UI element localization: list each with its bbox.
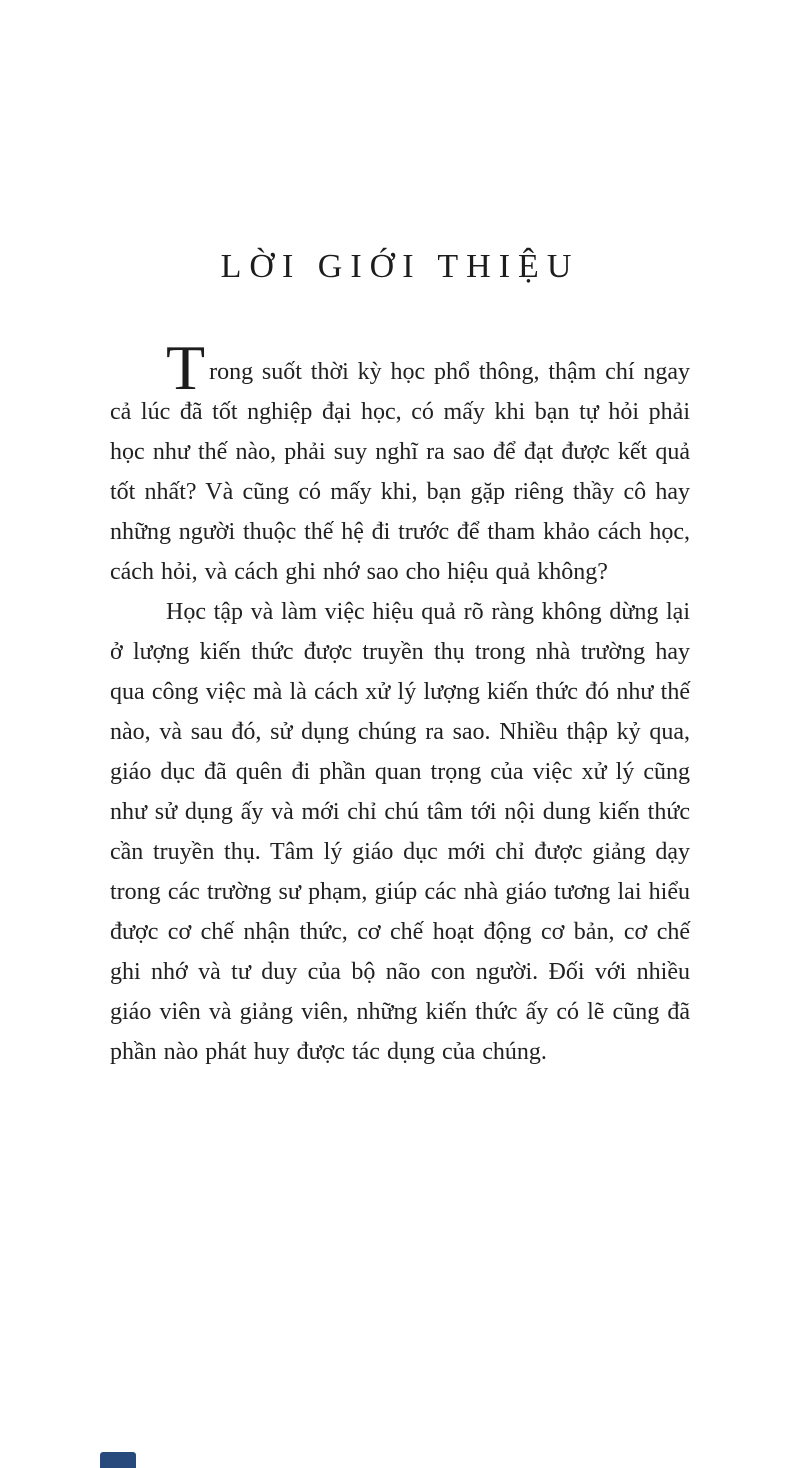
paragraph-2: Học tập và làm việc hiệu quả rõ ràng không dừng lại ở lượng kiến thức được truyền thụ trong nhà trường hay qua công việc mà là cách xử lý lượng kiến thức đó như thế nào, và sau đó, sử dụng chúng ra sao. Nhiều thập kỷ qua, giáo dục đã quên đi phần quan trọng của việc xử lý cũng như sử dụng ấy và mới chỉ chú tâm tới nội dung kiến thức cần truyền thụ. Tâm lý giáo dục mới chỉ được giảng dạy trong các trường sư phạm, giúp các nhà giáo tương lai hiểu được cơ chế nhận thức, cơ chế hoạt động cơ bản, cơ chế ghi nhớ và tư duy của bộ não con người. Đối với nhiều giáo viên và giảng viên, những kiến thức ấy có lẽ cũng đã phần nào phát huy được tác dụng của chúng. (110, 599, 690, 1065)
drop-cap: T (166, 332, 206, 403)
paragraph-1 (110, 332, 690, 592)
paragraph-1-text: rong suốt thời kỳ học phổ thông, thậm chí ngay cả lúc đã tốt nghiệp đại học, có mấy khi bạn tự hỏi phải học như thế nào, phải suy nghĩ ra sao để đạt được kết quả tốt nhất? Và cũng có mấy khi, bạn gặp riêng thầy cô hay những người thuộc thế hệ đi trước để tham khảo cách học, cách hỏi, và cách ghi nhớ sao cho hiệu quả không? (110, 359, 690, 585)
page-corner-mark (100, 1452, 136, 1468)
chapter-title: LỜI GIỚI THIỆU (220, 248, 580, 285)
book-page (0, 248, 800, 1468)
body-text-block (0, 332, 800, 1072)
